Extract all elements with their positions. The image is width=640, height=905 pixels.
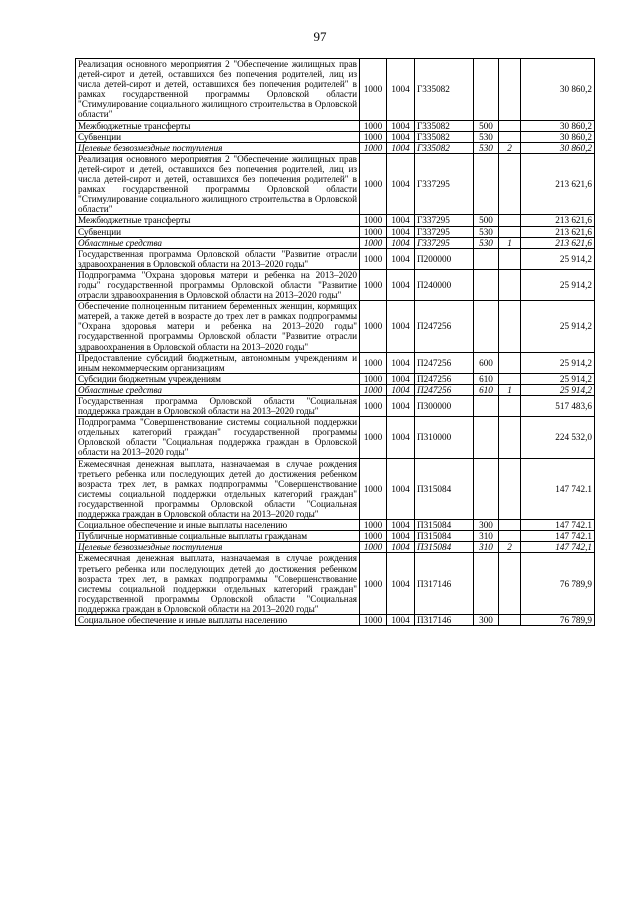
row-subsection-code: 1004 — [387, 301, 415, 352]
row-description: Субвенции — [76, 226, 360, 237]
row-expense-type-code — [474, 59, 499, 121]
row-funding-source-code — [499, 553, 521, 615]
row-description: Социальное обеспечение и иные выплаты населению — [76, 614, 360, 625]
row-target-article-code: Г337295 — [415, 153, 474, 215]
row-expense-type-code — [474, 553, 499, 615]
row-amount: 147 742.1 — [521, 520, 595, 531]
row-target-article-code: П240000 — [415, 269, 474, 300]
row-section-code: 1000 — [360, 417, 387, 458]
table-row — [76, 542, 595, 553]
row-subsection-code: 1004 — [387, 520, 415, 531]
row-amount: 25 914,2 — [521, 384, 595, 395]
row-target-article-code: Г335082 — [415, 142, 474, 153]
row-expense-type-code: 300 — [474, 614, 499, 625]
row-subsection-code: 1004 — [387, 237, 415, 248]
table-row — [76, 396, 595, 417]
row-funding-source-code — [499, 59, 521, 121]
row-description: Ежемесячная денежная выплата, назначаемая в случае рождения третьего ребенка или последующих детей до достижения ребенком возраста трех лет, в рамках подпрограммы "Совершенствование системы социальной поддержки отдельных категорий граждан" государственной программы Орловской области "Социальная поддержка граждан в Орловской области на 2013–2020 годы" — [76, 553, 360, 615]
row-expense-type-code — [474, 269, 499, 300]
row-amount: 25 914,2 — [521, 352, 595, 373]
row-section-code: 1000 — [360, 226, 387, 237]
row-expense-type-code: 530 — [474, 226, 499, 237]
row-amount: 30 860,2 — [521, 120, 595, 131]
row-funding-source-code: 1 — [499, 237, 521, 248]
row-funding-source-code — [499, 396, 521, 417]
row-expense-type-code — [474, 417, 499, 458]
row-description: Субвенции — [76, 131, 360, 142]
row-target-article-code: П247256 — [415, 384, 474, 395]
row-target-article-code: П315084 — [415, 520, 474, 531]
table-row — [76, 553, 595, 615]
row-funding-source-code — [499, 301, 521, 352]
row-amount: 213 621,6 — [521, 153, 595, 215]
row-expense-type-code: 610 — [474, 373, 499, 384]
row-target-article-code: П300000 — [415, 396, 474, 417]
page-number: 97 — [313, 29, 327, 44]
row-target-article-code: Г335082 — [415, 131, 474, 142]
row-target-article-code: П247256 — [415, 301, 474, 352]
row-expense-type-code: 310 — [474, 531, 499, 542]
row-section-code: 1000 — [360, 373, 387, 384]
row-section-code: 1000 — [360, 59, 387, 121]
row-amount: 147 742.1 — [521, 458, 595, 520]
row-target-article-code: П315084 — [415, 542, 474, 553]
row-section-code: 1000 — [360, 352, 387, 373]
row-subsection-code: 1004 — [387, 269, 415, 300]
row-funding-source-code — [499, 373, 521, 384]
row-subsection-code: 1004 — [387, 120, 415, 131]
row-amount: 30 860,2 — [521, 142, 595, 153]
row-amount: 25 914,2 — [521, 269, 595, 300]
row-section-code: 1000 — [360, 542, 387, 553]
row-description: Государственная программа Орловской области "Развитие отрасли здравоохранения в Орловской области на 2013–2020 годы" — [76, 248, 360, 269]
row-description: Межбюджетные трансферты — [76, 215, 360, 226]
row-amount: 25 914,2 — [521, 301, 595, 352]
row-target-article-code: Г337295 — [415, 237, 474, 248]
row-target-article-code: П200000 — [415, 248, 474, 269]
row-subsection-code: 1004 — [387, 373, 415, 384]
row-subsection-code: 1004 — [387, 59, 415, 121]
row-funding-source-code — [499, 153, 521, 215]
row-section-code: 1000 — [360, 520, 387, 531]
row-target-article-code: П315084 — [415, 458, 474, 520]
row-target-article-code: П317146 — [415, 553, 474, 615]
row-expense-type-code: 310 — [474, 542, 499, 553]
row-subsection-code: 1004 — [387, 142, 415, 153]
row-target-article-code: Г337295 — [415, 215, 474, 226]
row-section-code: 1000 — [360, 458, 387, 520]
row-expense-type-code: 530 — [474, 237, 499, 248]
row-expense-type-code — [474, 301, 499, 352]
row-subsection-code: 1004 — [387, 458, 415, 520]
row-section-code: 1000 — [360, 215, 387, 226]
row-description: Субсидии бюджетным учреждениям — [76, 373, 360, 384]
row-funding-source-code — [499, 248, 521, 269]
row-target-article-code: П310000 — [415, 417, 474, 458]
row-description: Подпрограмма "Охрана здоровья матери и ребенка на 2013–2020 годы" государственной программы Орловской области "Развитие отрасли здравоохранения в Орловской области на 2013–2020 годы" — [76, 269, 360, 300]
row-funding-source-code — [499, 458, 521, 520]
row-amount: 147 742,1 — [521, 542, 595, 553]
row-description: Подпрограмма "Совершенствование системы социальной поддержки отдельных категорий граждан" государственной программы Орловской области "Социальная поддержка граждан в Орловской области на 2013–2020 годы" — [76, 417, 360, 458]
table-row — [76, 520, 595, 531]
row-section-code: 1000 — [360, 384, 387, 395]
row-amount: 213 621,6 — [521, 215, 595, 226]
row-amount: 30 860,2 — [521, 59, 595, 121]
row-section-code: 1000 — [360, 301, 387, 352]
row-subsection-code: 1004 — [387, 553, 415, 615]
row-amount: 25 914,2 — [521, 373, 595, 384]
table-row — [76, 153, 595, 215]
row-target-article-code: Г335082 — [415, 120, 474, 131]
row-expense-type-code: 600 — [474, 352, 499, 373]
row-target-article-code: П247256 — [415, 373, 474, 384]
table-row — [76, 301, 595, 352]
row-expense-type-code — [474, 458, 499, 520]
row-description: Реализация основного мероприятия 2 "Обеспечение жилищных прав детей-сирот и детей, оставшихся без попечения родителей, лиц из числа детей-сирот и детей, оставшихся без попечения родителей" в рамках государственной программы Орловской области "Стимулирование социального жилищного строительства в Орловской области" — [76, 153, 360, 215]
table-row — [76, 614, 595, 625]
row-subsection-code: 1004 — [387, 215, 415, 226]
row-amount: 76 789,9 — [521, 614, 595, 625]
row-subsection-code: 1004 — [387, 417, 415, 458]
row-target-article-code: П247256 — [415, 352, 474, 373]
row-subsection-code: 1004 — [387, 248, 415, 269]
row-funding-source-code: 2 — [499, 542, 521, 553]
row-amount: 224 532,0 — [521, 417, 595, 458]
row-funding-source-code — [499, 269, 521, 300]
row-amount: 25 914,2 — [521, 248, 595, 269]
row-section-code: 1000 — [360, 120, 387, 131]
table-row — [76, 215, 595, 226]
row-target-article-code: П317146 — [415, 614, 474, 625]
row-section-code: 1000 — [360, 396, 387, 417]
row-expense-type-code — [474, 153, 499, 215]
table-row — [76, 142, 595, 153]
row-amount: 213 621,6 — [521, 226, 595, 237]
row-section-code: 1000 — [360, 153, 387, 215]
row-funding-source-code — [499, 226, 521, 237]
table-body — [76, 59, 595, 626]
row-expense-type-code — [474, 248, 499, 269]
row-description: Реализация основного мероприятия 2 "Обеспечение жилищных прав детей-сирот и детей, оставшихся без попечения родителей, лиц из числа детей-сирот и детей, оставшихся без попечения родителей" в рамках государственной программы Орловской области "Стимулирование социального жилищного строительства в Орловской области" — [76, 59, 360, 121]
row-section-code: 1000 — [360, 553, 387, 615]
row-amount: 517 483,6 — [521, 396, 595, 417]
row-subsection-code: 1004 — [387, 131, 415, 142]
row-section-code: 1000 — [360, 131, 387, 142]
row-description: Публичные нормативные социальные выплаты гражданам — [76, 531, 360, 542]
table-row — [76, 384, 595, 395]
table-row — [76, 248, 595, 269]
budget-table — [75, 58, 595, 626]
row-section-code: 1000 — [360, 269, 387, 300]
row-funding-source-code — [499, 131, 521, 142]
row-section-code: 1000 — [360, 248, 387, 269]
row-expense-type-code: 500 — [474, 120, 499, 131]
row-expense-type-code: 530 — [474, 131, 499, 142]
row-subsection-code: 1004 — [387, 352, 415, 373]
row-description: Социальное обеспечение и иные выплаты населению — [76, 520, 360, 531]
row-target-article-code: Г335082 — [415, 59, 474, 121]
row-expense-type-code — [474, 396, 499, 417]
row-amount: 30 860,2 — [521, 131, 595, 142]
row-subsection-code: 1004 — [387, 396, 415, 417]
row-subsection-code: 1004 — [387, 226, 415, 237]
row-target-article-code: Г337295 — [415, 226, 474, 237]
row-expense-type-code: 530 — [474, 142, 499, 153]
row-funding-source-code — [499, 614, 521, 625]
table-row — [76, 59, 595, 121]
row-expense-type-code: 300 — [474, 520, 499, 531]
table-row — [76, 237, 595, 248]
row-funding-source-code — [499, 417, 521, 458]
row-description: Предоставление субсидий бюджетным, автономным учреждениям и иным некоммерческим организациям — [76, 352, 360, 373]
row-expense-type-code: 500 — [474, 215, 499, 226]
table-row — [76, 131, 595, 142]
table-row — [76, 120, 595, 131]
row-description: Областные средства — [76, 237, 360, 248]
row-description: Межбюджетные трансферты — [76, 120, 360, 131]
row-description: Государственная программа Орловской области "Социальная поддержка граждан в Орловской области на 2013–2020 годы" — [76, 396, 360, 417]
row-subsection-code: 1004 — [387, 384, 415, 395]
row-amount: 213 621,6 — [521, 237, 595, 248]
table-row — [76, 269, 595, 300]
table-row — [76, 531, 595, 542]
row-subsection-code: 1004 — [387, 614, 415, 625]
row-description: Целевые безвозмездные поступления — [76, 542, 360, 553]
row-section-code: 1000 — [360, 614, 387, 625]
row-subsection-code: 1004 — [387, 542, 415, 553]
row-description: Ежемесячная денежная выплата, назначаемая в случае рождения третьего ребенка или последующих детей до достижения ребенком возраста трех лет, в рамках подпрограммы "Совершенствование системы социальной поддержки отдельных категорий граждан" государственной программы Орловской области "Социальная поддержка граждан в Орловской области на 2013–2020 годы" — [76, 458, 360, 520]
row-funding-source-code: 1 — [499, 384, 521, 395]
row-section-code: 1000 — [360, 237, 387, 248]
row-section-code: 1000 — [360, 531, 387, 542]
table-row — [76, 417, 595, 458]
row-section-code: 1000 — [360, 142, 387, 153]
row-funding-source-code — [499, 215, 521, 226]
row-description: Обеспечение полноценным питанием беременных женщин, кормящих матерей, а также детей в возрасте до трех лет в рамках подпрограммы "Охрана здоровья матери и ребенка на 2013–2020 годы" государственной программы Орловской области "Развитие отрасли здравоохранения в Орловской области на 2013–2020 годы" — [76, 301, 360, 352]
row-funding-source-code — [499, 352, 521, 373]
table-row — [76, 226, 595, 237]
row-funding-source-code — [499, 520, 521, 531]
row-subsection-code: 1004 — [387, 531, 415, 542]
table-row — [76, 352, 595, 373]
row-funding-source-code: 2 — [499, 142, 521, 153]
row-description: Областные средства — [76, 384, 360, 395]
row-funding-source-code — [499, 531, 521, 542]
row-funding-source-code — [499, 120, 521, 131]
row-amount: 76 789,9 — [521, 553, 595, 615]
row-description: Целевые безвозмездные поступления — [76, 142, 360, 153]
row-expense-type-code: 610 — [474, 384, 499, 395]
row-amount: 147 742.1 — [521, 531, 595, 542]
row-target-article-code: П315084 — [415, 531, 474, 542]
table-row — [76, 458, 595, 520]
table-row — [76, 373, 595, 384]
row-subsection-code: 1004 — [387, 153, 415, 215]
